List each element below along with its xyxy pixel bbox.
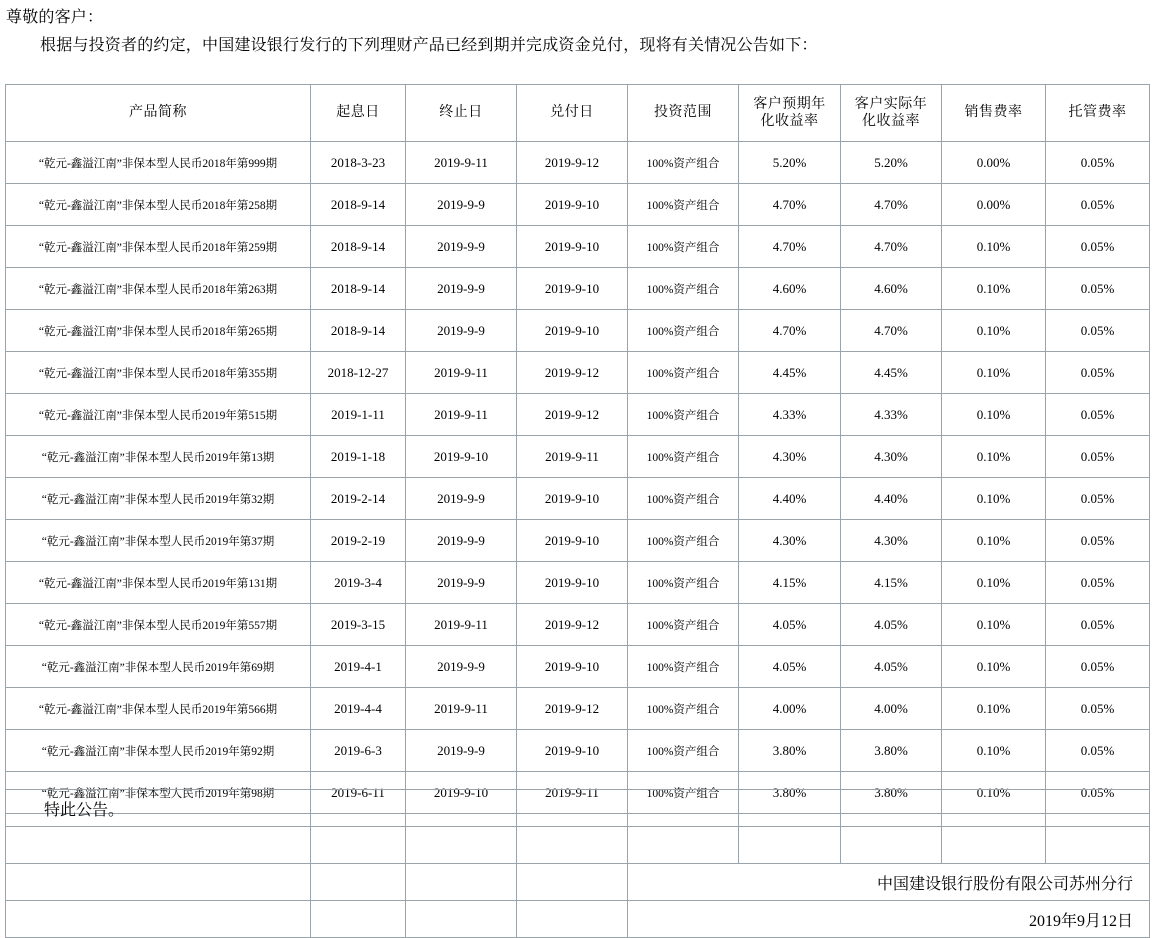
blank-cell xyxy=(6,827,311,864)
cell-actual-yield: 4.60% xyxy=(841,268,942,310)
table-row xyxy=(6,226,1150,268)
cell-actual-yield: 4.33% xyxy=(841,394,942,436)
cell-start-date: 2018-9-14 xyxy=(311,226,406,268)
table-row xyxy=(6,520,1150,562)
cell-payment-date: 2019-9-10 xyxy=(517,478,628,520)
cell-expected-yield: 4.40% xyxy=(739,478,841,520)
cell-custody-fee: 0.05% xyxy=(1046,772,1150,814)
table-row xyxy=(6,142,1150,184)
cell-payment-date: 2019-9-10 xyxy=(517,268,628,310)
table-row xyxy=(6,646,1150,688)
cell-expected-yield: 4.45% xyxy=(739,352,841,394)
blank-cell xyxy=(628,827,739,864)
cell-start-date: 2018-3-23 xyxy=(311,142,406,184)
table-row xyxy=(6,268,1150,310)
cell-payment-date: 2019-9-10 xyxy=(517,520,628,562)
cell-end-date: 2019-9-9 xyxy=(406,520,517,562)
table-header xyxy=(6,85,1150,142)
table-row xyxy=(6,184,1150,226)
cell-end-date: 2019-9-9 xyxy=(406,478,517,520)
column-header-actual-yield xyxy=(841,85,942,142)
cell-end-date: 2019-9-10 xyxy=(406,772,517,814)
cell-custody-fee: 0.05% xyxy=(1046,184,1150,226)
cell-product-name: “乾元-鑫溢江南”非保本型人民币2018年第263期 xyxy=(6,268,311,310)
table-header-row xyxy=(6,85,1150,142)
cell-payment-date: 2019-9-10 xyxy=(517,646,628,688)
blank-cell xyxy=(311,790,406,827)
table-body xyxy=(6,142,1150,814)
table-row xyxy=(6,730,1150,772)
cell-investment-scope: 100%资产组合 xyxy=(628,478,739,520)
cell-sales-fee: 0.10% xyxy=(942,478,1046,520)
cell-sales-fee: 0.10% xyxy=(942,352,1046,394)
cell-investment-scope: 100%资产组合 xyxy=(628,310,739,352)
column-header-payment-date: 兑付日 xyxy=(517,85,628,142)
cell-custody-fee: 0.05% xyxy=(1046,688,1150,730)
cell-payment-date: 2019-9-10 xyxy=(517,730,628,772)
cell-investment-scope: 100%资产组合 xyxy=(628,772,739,814)
cell-sales-fee: 0.10% xyxy=(942,772,1046,814)
footer-row-notice xyxy=(6,790,1150,827)
intro-text: 根据与投资者的约定，中国建设银行发行的下列理财产品已经到期并完成资金兑付，现将有关情况公告如下： xyxy=(40,37,818,54)
intro-paragraph xyxy=(6,32,818,55)
table-row xyxy=(6,604,1150,646)
cell-start-date: 2019-6-3 xyxy=(311,730,406,772)
cell-sales-fee: 0.10% xyxy=(942,436,1046,478)
footer-row-signature xyxy=(6,864,1150,901)
cell-custody-fee: 0.05% xyxy=(1046,436,1150,478)
footer-row-date xyxy=(6,901,1150,938)
cell-actual-yield: 4.70% xyxy=(841,310,942,352)
cell-start-date: 2019-1-11 xyxy=(311,394,406,436)
cell-actual-yield: 4.70% xyxy=(841,184,942,226)
cell-expected-yield: 4.05% xyxy=(739,604,841,646)
cell-end-date: 2019-9-9 xyxy=(406,562,517,604)
cell-investment-scope: 100%资产组合 xyxy=(628,184,739,226)
table-row xyxy=(6,478,1150,520)
cell-actual-yield: 5.20% xyxy=(841,142,942,184)
cell-investment-scope: 100%资产组合 xyxy=(628,352,739,394)
cell-start-date: 2019-3-4 xyxy=(311,562,406,604)
cell-actual-yield: 4.70% xyxy=(841,226,942,268)
cell-payment-date: 2019-9-10 xyxy=(517,226,628,268)
cell-actual-yield: 3.80% xyxy=(841,730,942,772)
cell-product-name: “乾元-鑫溢江南”非保本型人民币2018年第355期 xyxy=(6,352,311,394)
cell-expected-yield: 4.70% xyxy=(739,184,841,226)
table-row xyxy=(6,688,1150,730)
cell-investment-scope: 100%资产组合 xyxy=(628,646,739,688)
cell-sales-fee: 0.10% xyxy=(942,394,1046,436)
table-row xyxy=(6,562,1150,604)
cell-expected-yield: 4.05% xyxy=(739,646,841,688)
cell-custody-fee: 0.05% xyxy=(1046,562,1150,604)
column-header-expected-yield-line2: 化收益率 xyxy=(760,114,819,129)
column-header-expected-yield xyxy=(739,85,841,142)
column-header-start-date: 起息日 xyxy=(311,85,406,142)
cell-sales-fee: 0.10% xyxy=(942,604,1046,646)
cell-actual-yield: 4.30% xyxy=(841,436,942,478)
cell-payment-date: 2019-9-12 xyxy=(517,142,628,184)
footer-row-blank xyxy=(6,827,1150,864)
cell-end-date: 2019-9-11 xyxy=(406,394,517,436)
column-header-custody-fee: 托管费率 xyxy=(1046,85,1150,142)
blank-cell xyxy=(739,790,841,827)
blank-cell xyxy=(517,790,628,827)
cell-expected-yield: 4.60% xyxy=(739,268,841,310)
cell-sales-fee: 0.10% xyxy=(942,646,1046,688)
table-row xyxy=(6,394,1150,436)
blank-cell xyxy=(406,901,517,938)
blank-cell xyxy=(6,901,311,938)
column-header-investment-scope: 投资范围 xyxy=(628,85,739,142)
cell-start-date: 2019-3-15 xyxy=(311,604,406,646)
cell-expected-yield: 4.15% xyxy=(739,562,841,604)
column-header-product-name: 产品简称 xyxy=(6,85,311,142)
cell-start-date: 2018-12-27 xyxy=(311,352,406,394)
cell-actual-yield: 4.05% xyxy=(841,646,942,688)
cell-custody-fee: 0.05% xyxy=(1046,310,1150,352)
cell-product-name: “乾元-鑫溢江南”非保本型人民币2019年第92期 xyxy=(6,730,311,772)
cell-sales-fee: 0.10% xyxy=(942,730,1046,772)
blank-cell xyxy=(739,827,841,864)
cell-start-date: 2019-4-4 xyxy=(311,688,406,730)
cell-custody-fee: 0.05% xyxy=(1046,142,1150,184)
cell-sales-fee: 0.10% xyxy=(942,268,1046,310)
cell-actual-yield: 4.05% xyxy=(841,604,942,646)
cell-actual-yield: 4.40% xyxy=(841,478,942,520)
cell-investment-scope: 100%资产组合 xyxy=(628,688,739,730)
cell-expected-yield: 4.30% xyxy=(739,436,841,478)
cell-actual-yield: 4.00% xyxy=(841,688,942,730)
blank-cell xyxy=(517,827,628,864)
cell-expected-yield: 4.33% xyxy=(739,394,841,436)
cell-sales-fee: 0.10% xyxy=(942,520,1046,562)
cell-payment-date: 2019-9-12 xyxy=(517,688,628,730)
cell-product-name: “乾元-鑫溢江南”非保本型人民币2018年第265期 xyxy=(6,310,311,352)
cell-start-date: 2018-9-14 xyxy=(311,310,406,352)
cell-end-date: 2019-9-9 xyxy=(406,646,517,688)
cell-end-date: 2019-9-11 xyxy=(406,604,517,646)
cell-sales-fee: 0.10% xyxy=(942,226,1046,268)
blank-cell xyxy=(406,864,517,901)
cell-investment-scope: 100%资产组合 xyxy=(628,142,739,184)
cell-payment-date: 2019-9-11 xyxy=(517,772,628,814)
cell-custody-fee: 0.05% xyxy=(1046,352,1150,394)
cell-actual-yield: 4.30% xyxy=(841,520,942,562)
cell-product-name: “乾元-鑫溢江南”非保本型人民币2018年第259期 xyxy=(6,226,311,268)
column-header-actual-yield-line2: 化收益率 xyxy=(862,114,920,129)
blank-cell xyxy=(6,864,311,901)
cell-investment-scope: 100%资产组合 xyxy=(628,268,739,310)
cell-product-name: “乾元-鑫溢江南”非保本型人民币2019年第98期 xyxy=(6,772,311,814)
cell-sales-fee: 0.10% xyxy=(942,688,1046,730)
column-header-actual-yield-line1: 客户实际年 xyxy=(854,96,928,112)
cell-sales-fee: 0.10% xyxy=(942,562,1046,604)
blank-cell xyxy=(1046,790,1150,827)
cell-investment-scope: 100%资产组合 xyxy=(628,394,739,436)
cell-expected-yield: 4.70% xyxy=(739,310,841,352)
cell-expected-yield: 3.80% xyxy=(739,730,841,772)
cell-investment-scope: 100%资产组合 xyxy=(628,730,739,772)
blank-cell xyxy=(1046,827,1150,864)
cell-start-date: 2019-2-19 xyxy=(311,520,406,562)
signature-date: 2019年9月12日 xyxy=(628,901,1150,938)
column-header-sales-fee: 销售费率 xyxy=(942,85,1046,142)
column-header-expected-yield-line1: 客户预期年 xyxy=(753,96,826,112)
blank-cell xyxy=(311,901,406,938)
cell-payment-date: 2019-9-10 xyxy=(517,184,628,226)
cell-custody-fee: 0.05% xyxy=(1046,604,1150,646)
cell-product-name: “乾元-鑫溢江南”非保本型人民币2019年第131期 xyxy=(6,562,311,604)
blank-cell xyxy=(628,790,739,827)
cell-product-name: “乾元-鑫溢江南”非保本型人民币2019年第515期 xyxy=(6,394,311,436)
cell-investment-scope: 100%资产组合 xyxy=(628,436,739,478)
cell-product-name: “乾元-鑫溢江南”非保本型人民币2019年第37期 xyxy=(6,520,311,562)
blank-cell xyxy=(841,827,942,864)
cell-product-name: “乾元-鑫溢江南”非保本型人民币2019年第566期 xyxy=(6,688,311,730)
cell-start-date: 2019-1-18 xyxy=(311,436,406,478)
cell-payment-date: 2019-9-12 xyxy=(517,604,628,646)
cell-sales-fee: 0.00% xyxy=(942,142,1046,184)
cell-product-name: “乾元-鑫溢江南”非保本型人民币2018年第258期 xyxy=(6,184,311,226)
cell-expected-yield: 4.70% xyxy=(739,226,841,268)
cell-end-date: 2019-9-9 xyxy=(406,226,517,268)
cell-actual-yield: 3.80% xyxy=(841,772,942,814)
blank-cell xyxy=(517,901,628,938)
salutation: 尊敬的客户： xyxy=(6,9,104,26)
cell-investment-scope: 100%资产组合 xyxy=(628,520,739,562)
cell-payment-date: 2019-9-11 xyxy=(517,436,628,478)
cell-payment-date: 2019-9-10 xyxy=(517,310,628,352)
cell-start-date: 2018-9-14 xyxy=(311,184,406,226)
cell-expected-yield: 4.30% xyxy=(739,520,841,562)
closing-statement: 特此公告。 xyxy=(6,790,311,827)
cell-investment-scope: 100%资产组合 xyxy=(628,604,739,646)
cell-custody-fee: 0.05% xyxy=(1046,520,1150,562)
cell-end-date: 2019-9-9 xyxy=(406,310,517,352)
cell-sales-fee: 0.00% xyxy=(942,184,1046,226)
cell-end-date: 2019-9-9 xyxy=(406,268,517,310)
cell-custody-fee: 0.05% xyxy=(1046,394,1150,436)
cell-product-name: “乾元-鑫溢江南”非保本型人民币2019年第557期 xyxy=(6,604,311,646)
cell-payment-date: 2019-9-12 xyxy=(517,394,628,436)
cell-custody-fee: 0.05% xyxy=(1046,478,1150,520)
cell-start-date: 2019-2-14 xyxy=(311,478,406,520)
signature-organization: 中国建设银行股份有限公司苏州分行 xyxy=(628,864,1150,901)
cell-expected-yield: 5.20% xyxy=(739,142,841,184)
cell-payment-date: 2019-9-10 xyxy=(517,562,628,604)
cell-expected-yield: 4.00% xyxy=(739,688,841,730)
cell-end-date: 2019-9-11 xyxy=(406,142,517,184)
cell-investment-scope: 100%资产组合 xyxy=(628,226,739,268)
cell-start-date: 2018-9-14 xyxy=(311,268,406,310)
cell-investment-scope: 100%资产组合 xyxy=(628,562,739,604)
column-header-end-date: 终止日 xyxy=(406,85,517,142)
blank-cell xyxy=(942,827,1046,864)
blank-cell xyxy=(942,790,1046,827)
blank-cell xyxy=(517,864,628,901)
table-row xyxy=(6,352,1150,394)
cell-end-date: 2019-9-10 xyxy=(406,436,517,478)
blank-cell xyxy=(311,827,406,864)
footer-block xyxy=(5,789,1150,938)
blank-cell xyxy=(406,790,517,827)
cell-start-date: 2019-6-11 xyxy=(311,772,406,814)
cell-start-date: 2019-4-1 xyxy=(311,646,406,688)
cell-actual-yield: 4.45% xyxy=(841,352,942,394)
cell-expected-yield: 3.80% xyxy=(739,772,841,814)
cell-payment-date: 2019-9-12 xyxy=(517,352,628,394)
product-table xyxy=(5,84,1150,814)
cell-end-date: 2019-9-11 xyxy=(406,352,517,394)
cell-custody-fee: 0.05% xyxy=(1046,730,1150,772)
blank-cell xyxy=(311,864,406,901)
cell-custody-fee: 0.05% xyxy=(1046,646,1150,688)
cell-custody-fee: 0.05% xyxy=(1046,226,1150,268)
cell-product-name: “乾元-鑫溢江南”非保本型人民币2019年第69期 xyxy=(6,646,311,688)
cell-end-date: 2019-9-9 xyxy=(406,730,517,772)
cell-end-date: 2019-9-9 xyxy=(406,184,517,226)
cell-product-name: “乾元-鑫溢江南”非保本型人民币2019年第32期 xyxy=(6,478,311,520)
table-row xyxy=(6,436,1150,478)
cell-end-date: 2019-9-11 xyxy=(406,688,517,730)
cell-product-name: “乾元-鑫溢江南”非保本型人民币2019年第13期 xyxy=(6,436,311,478)
cell-sales-fee: 0.10% xyxy=(942,310,1046,352)
cell-product-name: “乾元-鑫溢江南”非保本型人民币2018年第999期 xyxy=(6,142,311,184)
table-row xyxy=(6,310,1150,352)
cell-custody-fee: 0.05% xyxy=(1046,268,1150,310)
blank-cell xyxy=(406,827,517,864)
cell-actual-yield: 4.15% xyxy=(841,562,942,604)
blank-cell xyxy=(841,790,942,827)
